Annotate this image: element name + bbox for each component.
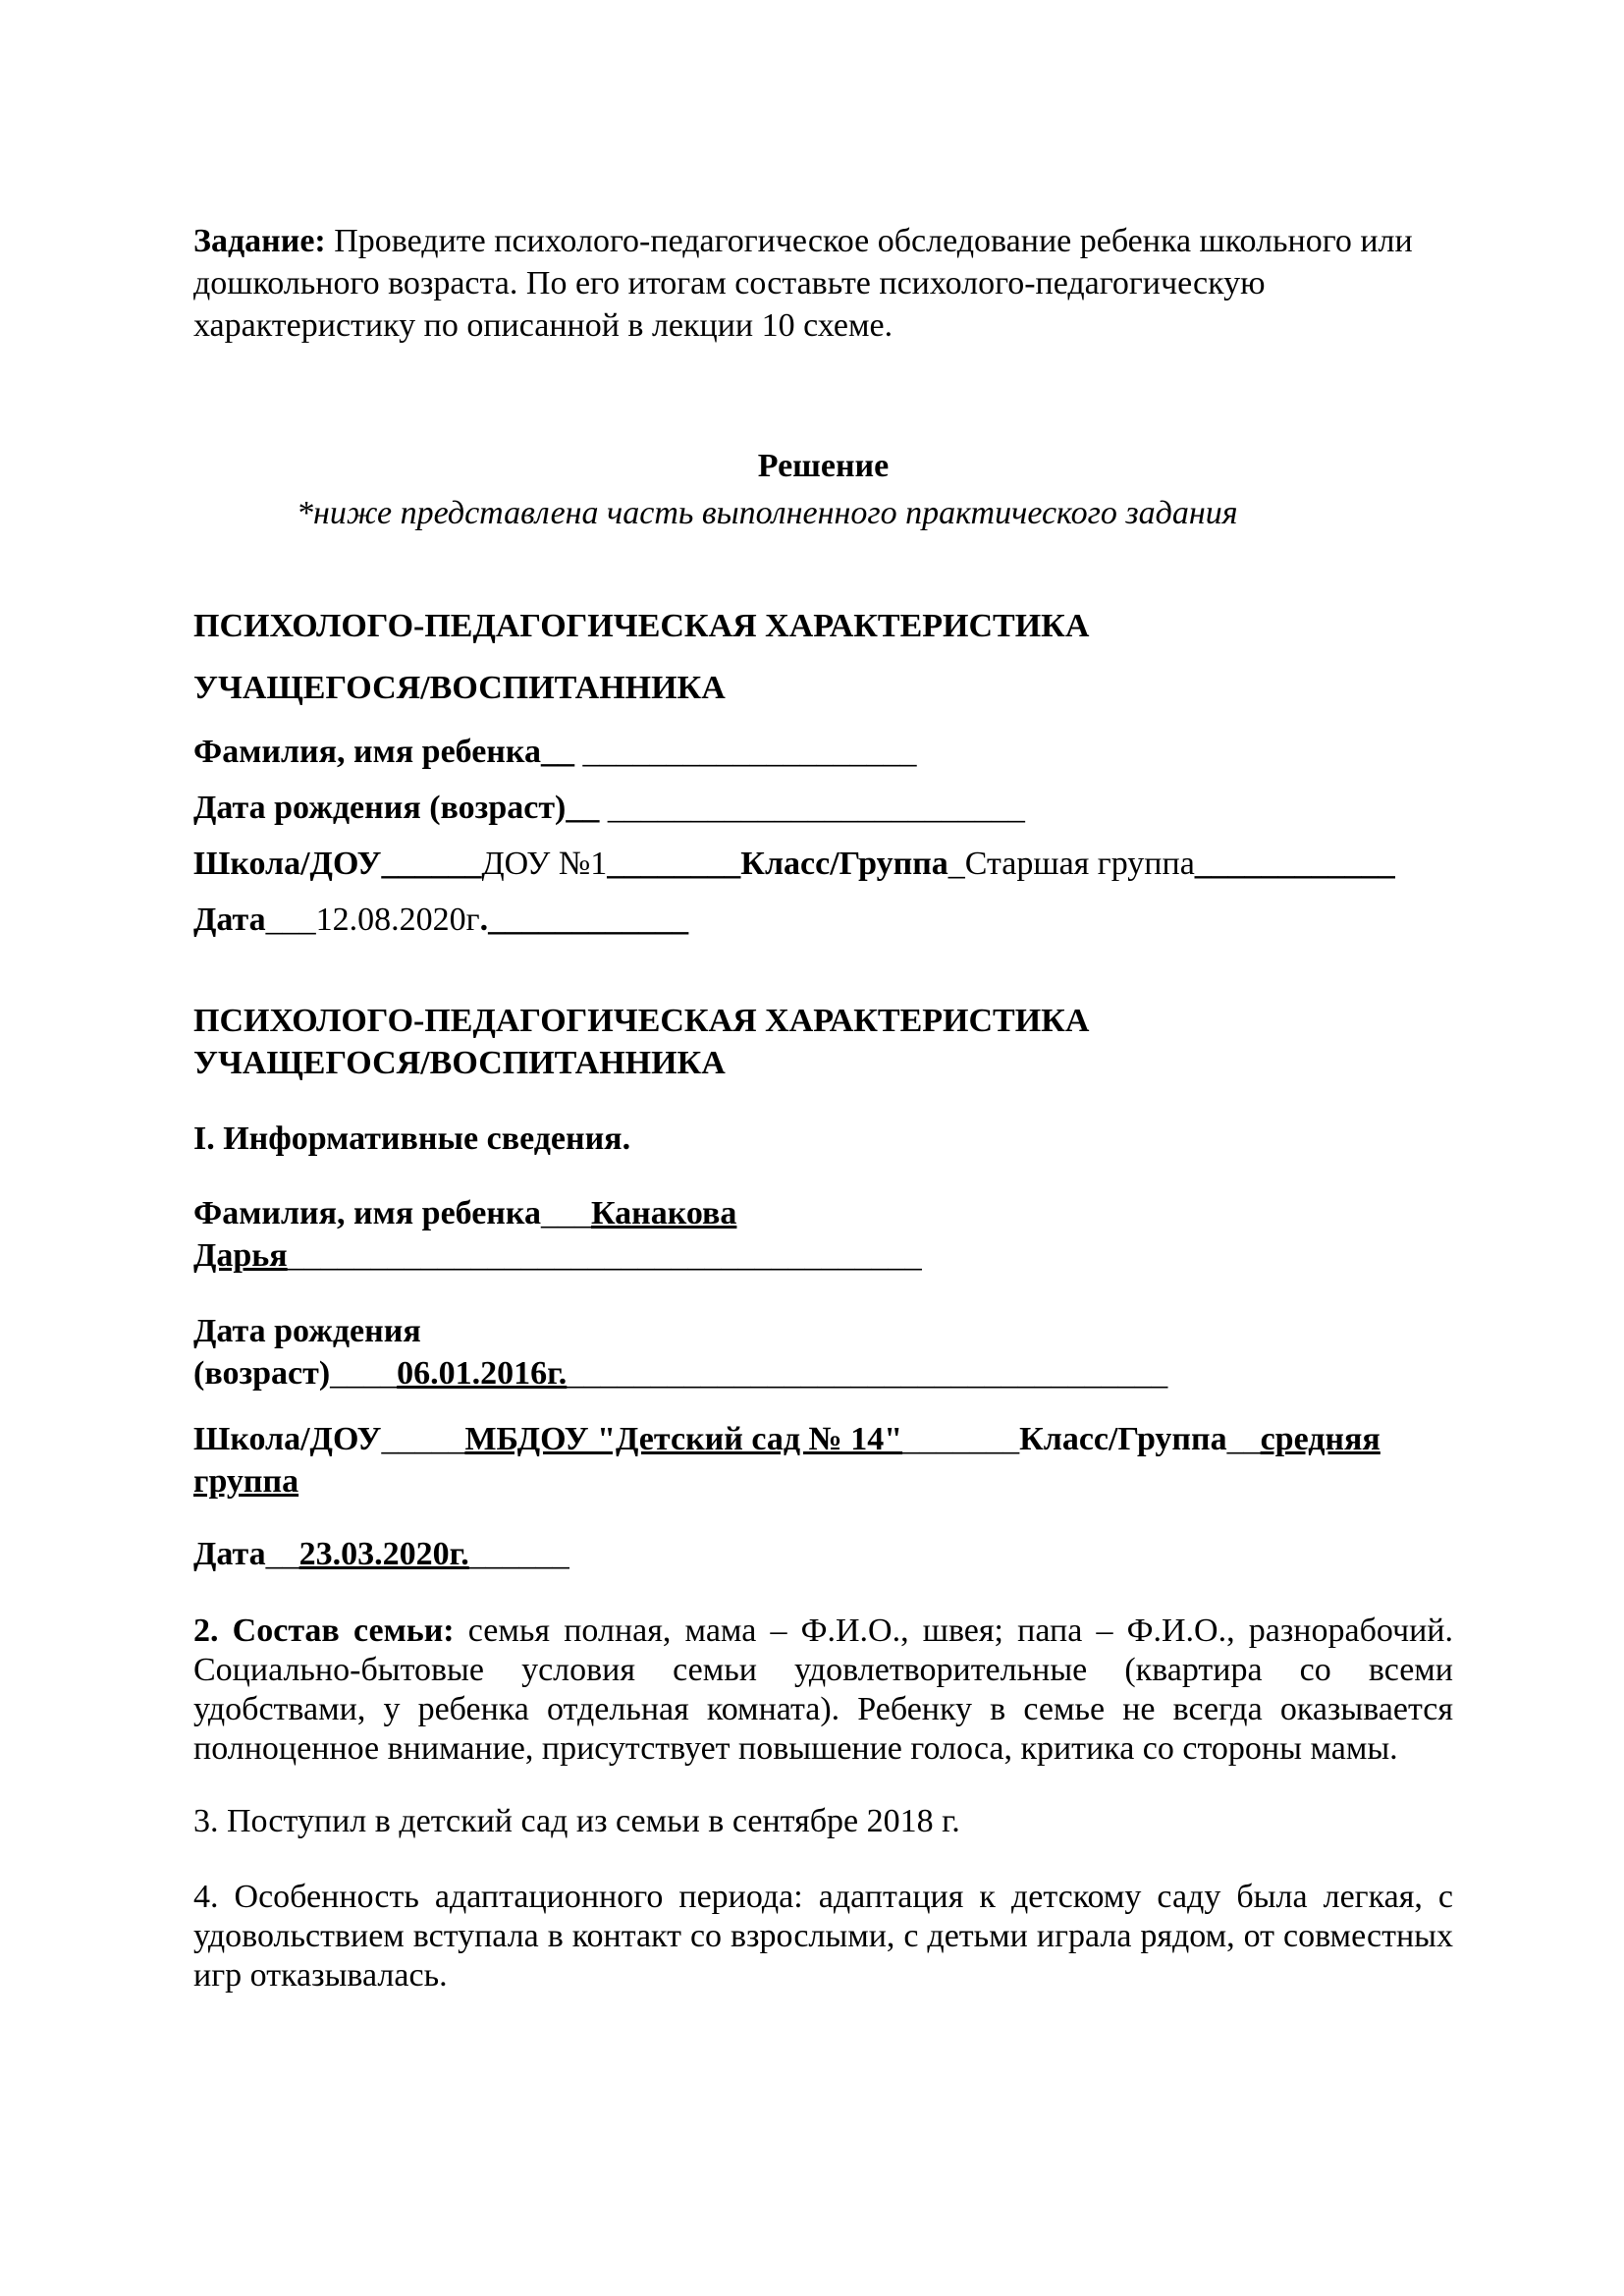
form2-school-line1 — [193, 1418, 1453, 1460]
form1-birth-line — [193, 787, 1453, 829]
form1-date-dot: . — [479, 902, 489, 938]
form2-class-value2: группа — [193, 1463, 299, 1500]
form2-date-blank2: ______ — [468, 1536, 569, 1572]
paragraph-family-label: 2. Состав семьи: — [193, 1613, 455, 1649]
form2-familia-blank1: ___ — [540, 1195, 591, 1231]
form1-class-pre: _ — [947, 846, 965, 882]
form2-school-value: МБДОУ "Детский сад № 14" — [464, 1421, 903, 1457]
form1-class-value: Старшая группа — [964, 846, 1195, 882]
form1-school-value: ДОУ №1 — [481, 846, 608, 882]
form2-school-line2 — [193, 1460, 1453, 1503]
section1-title: I. Информативные сведения. — [193, 1121, 631, 1157]
form1-birth-label: Дата рождения (возраст) — [193, 790, 567, 826]
paragraph-family-text: семья полная, мама – Ф.И.О., швея; папа – Ф.И.О., разнорабочий. Социально-бытовые условия семьи удовлетворительные (квартира со всеми удобствами, у ребенка отдельная комната). Ребенку в семье не всегда оказывается полноценное внимание, присутствует повышение голоса, критика со стороны мамы. — [193, 1613, 1453, 1767]
form1-school-label: Школа/ДОУ — [193, 846, 382, 882]
task-text: Проведите психолого-педагогическое обследование ребенка школьного или дошкольного возраста. По его итогам составьте психолого-педагогическую характеристику по описанной в лекции 10 схеме. — [193, 223, 1413, 344]
form2-school-blank2: _______ — [902, 1421, 1020, 1457]
form1-school-line — [193, 843, 1453, 885]
form2-birth-label1: Дата рождения — [193, 1313, 421, 1349]
form1-familia-blank2: ____________________ — [573, 734, 917, 770]
form1-date-label: Дата — [193, 902, 266, 938]
form1-date-blank1: ___ — [265, 902, 316, 938]
doc-title2 — [193, 1000, 1453, 1084]
doc-title-line1: ПСИХОЛОГО-ПЕДАГОГИЧЕСКАЯ ХАРАКТЕРИСТИКА — [193, 608, 1090, 644]
form2-school-label: Школа/ДОУ — [193, 1421, 382, 1457]
form1-school-blank2: ________ — [607, 846, 741, 882]
form2-class-label: Класс/Группа — [1019, 1421, 1227, 1457]
form1-class-label: Класс/Группа — [740, 846, 948, 882]
form2-birth-label2: (возраст) — [193, 1355, 331, 1392]
task-label: Задание: — [193, 223, 326, 259]
form2-date-value: 23.03.2020г. — [298, 1536, 469, 1572]
paragraph-admission: 3. Поступил в детский сад из семьи в сентябре 2018 г. — [193, 1803, 960, 1839]
form1-class-blank: ____________ — [1194, 846, 1395, 882]
form1-date-line — [193, 899, 1453, 941]
form2-familia-label: Фамилия, имя ребенка — [193, 1195, 541, 1231]
form2-birth-value: 06.01.2016г. — [397, 1355, 568, 1392]
form2-date-blank1: __ — [265, 1536, 299, 1572]
solution-note: *ниже представлена часть выполненного практического задания — [297, 495, 1238, 531]
form1-familia-label: Фамилия, имя ребенка — [193, 734, 541, 770]
form2-date-label: Дата — [193, 1536, 266, 1572]
form2-date-line — [193, 1533, 1453, 1575]
form2-familia-line2 — [193, 1234, 1453, 1277]
solution-heading: Решение — [757, 448, 890, 484]
paragraph-family — [193, 1612, 1453, 1769]
form2-birth-blank2: ____________________________________ — [567, 1355, 1168, 1392]
form2-birth-line1 — [193, 1310, 1453, 1352]
form1-birth-blank2: _________________________ — [599, 790, 1025, 826]
form1-date-value: 12.08.2020г — [315, 902, 480, 938]
form1-date-blank2: ____________ — [488, 902, 689, 938]
form2-familia-value: Канакова — [590, 1195, 737, 1231]
form1-school-blank1: ______ — [381, 846, 482, 882]
form2-birth-blank1: ____ — [330, 1355, 398, 1392]
form2-familia-blank2: ______________________________________ — [287, 1237, 922, 1274]
form2-class-blank1: __ — [1226, 1421, 1261, 1457]
form2-class-value1: средняя — [1260, 1421, 1380, 1457]
form2-familia-line1 — [193, 1192, 1453, 1234]
form1-familia-line — [193, 731, 1453, 773]
form2-familia-value2: Дарья — [193, 1237, 288, 1274]
paragraph-adaptation: 4. Особенность адаптационного периода: адаптация к детскому саду была легкая, с удовольствием вступала в контакт со взрослыми, с детьми играла рядом, от совместных игр отказывалась. — [193, 1879, 1453, 1994]
task-paragraph — [193, 220, 1453, 347]
form2-school-blank1: _____ — [381, 1421, 465, 1457]
doc-title-line2: УЧАЩЕГОСЯ/ВОСПИТАННИКА — [193, 670, 726, 706]
form2-birth-line2 — [193, 1352, 1453, 1394]
form1-birth-blank1: __ — [566, 790, 600, 826]
form1-familia-blank1: __ — [540, 734, 574, 770]
doc-title2-line1: ПСИХОЛОГО-ПЕДАГОГИЧЕСКАЯ ХАРАКТЕРИСТИКА — [193, 1003, 1090, 1039]
doc-title2-line2: УЧАЩЕГОСЯ/ВОСПИТАННИКА — [193, 1045, 726, 1081]
